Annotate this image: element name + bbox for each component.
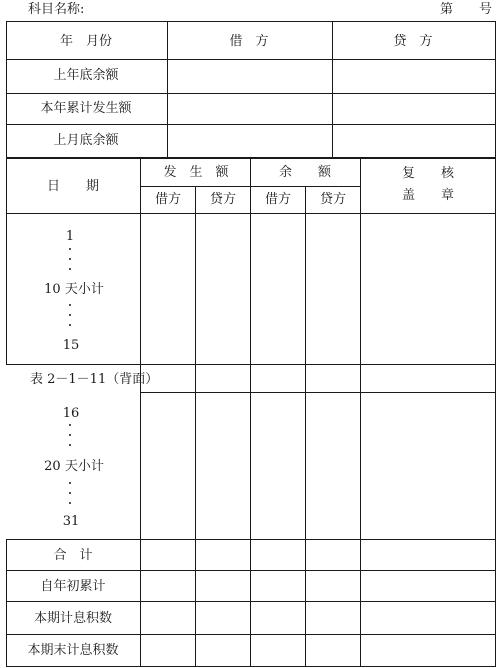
main-table-col-line [305,186,306,667]
main-table-section-line [140,392,496,393]
main-table-row-line [6,570,496,571]
ytd-amount-label: 本年累计发生额 [40,101,132,116]
total-row-label: 合 计 [53,548,93,563]
ellipsis-dot [69,482,71,484]
main-table-col-line [250,158,251,667]
twenty-day-subtotal-label: 20 天小计 [44,459,104,474]
top-table-row-line [6,124,496,125]
ellipsis-dot [69,444,71,446]
prior-year-balance-label: 上年底余额 [53,68,119,83]
main-table-col-line [195,186,196,667]
ellipsis-dot [69,248,71,250]
top-table-border-bottom [6,157,496,159]
main-table-row-line [6,601,496,602]
main-table-border-left [6,158,7,364]
ellipsis-dot [69,258,71,260]
top-table-col-line [495,21,496,158]
top-table-col-line [6,21,7,158]
ellipsis-dot [69,324,71,326]
balance-credit-header: 贷方 [319,192,347,207]
credit-column-header: 贷 方 [393,34,433,49]
day-31-label: 31 [62,514,80,529]
top-table-col-line [167,21,168,158]
top-table-row-line [6,93,496,94]
ellipsis-dot [69,434,71,436]
amount-debit-header: 借方 [154,192,182,207]
main-table-subheader-line [140,186,360,187]
debit-column-header: 借 方 [229,34,269,49]
top-table-border-top [6,21,496,22]
ellipsis-dot [69,314,71,316]
balance-debit-header: 借方 [264,192,292,207]
period-column-header: 年 月份 [59,34,113,49]
period-interest-product-label: 本期计息积数 [33,611,113,626]
main-table-section-line [6,539,496,540]
prior-month-balance-label: 上月底余额 [53,133,119,148]
main-table-border-left [6,539,7,667]
main-table-col-line [360,158,361,667]
top-table-col-line [332,21,333,158]
ellipsis-dot [69,268,71,270]
back-side-caption: 表 2－1－11（背面） [30,372,159,387]
day-16-label: 16 [62,406,80,421]
day-15-label: 15 [62,338,80,353]
ellipsis-dot [69,502,71,504]
main-table-col-line [140,158,141,667]
period-end-interest-product-label: 本期末计息积数 [27,643,119,658]
amount-credit-header: 贷方 [209,192,237,207]
review-header-line1: 复 核 [401,166,455,181]
main-table-row-line [6,634,496,635]
top-table-row-line [6,59,496,60]
amount-column-header: 发 生 额 [163,165,229,180]
main-table-border-right [495,158,496,667]
main-table-border-bottom [6,666,496,667]
day-1-label: 1 [65,229,75,244]
balance-column-header: 余 额 [278,165,332,180]
ytd-cumulative-label: 自年初累计 [40,579,106,594]
ellipsis-dot [69,304,71,306]
date-column-header: 日 期 [46,179,100,194]
page-number-label: 第 号 [440,2,493,17]
account-name-label: 科目名称: [28,2,85,17]
main-table-header-bottom [6,213,496,214]
main-table-section-line [6,364,496,365]
review-header-line2: 盖 章 [401,188,455,203]
ellipsis-dot [69,492,71,494]
ten-day-subtotal-label: 10 天小计 [44,282,104,297]
ellipsis-dot [69,424,71,426]
